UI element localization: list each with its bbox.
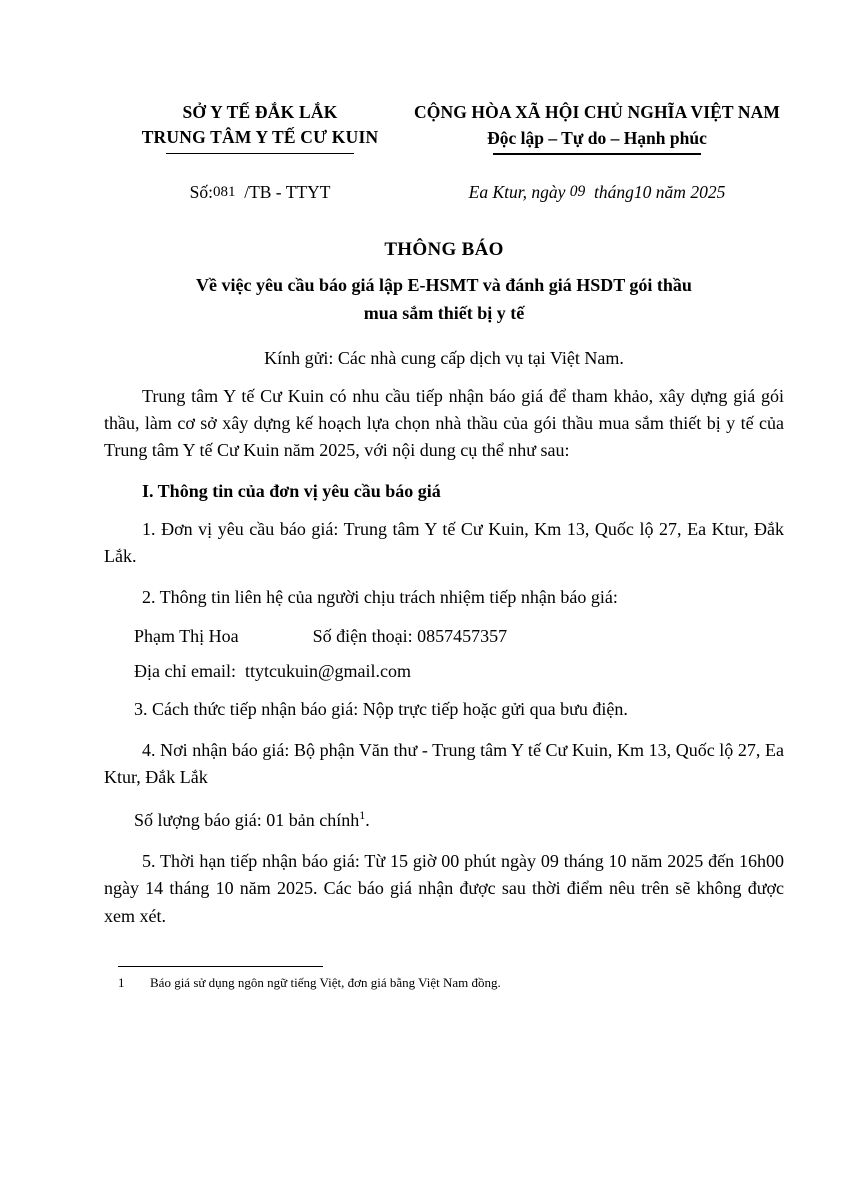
place-label: Ea Ktur, ngày xyxy=(468,181,566,202)
intro-paragraph: Trung tâm Y tế Cư Kuin có nhu cầu tiếp nhận báo giá để tham khảo, xây dựng giá gói thầu, làm cơ sở xây dựng kế hoạch lựa chọn nhà thầu của gói thầu mua sắm thiết bị y tế của Trung tâm Y tế Cư Kuin năm 2025, với nội dung cụ thể như sau: xyxy=(104,385,784,461)
place-and-date xyxy=(410,182,784,203)
item-3-paragraph: 3. Cách thức tiếp nhận báo giá: Nộp trực tiếp hoặc gửi qua bưu điện. xyxy=(134,698,628,719)
contact-name: Phạm Thị Hoa xyxy=(134,625,239,646)
footnote-text: Báo giá sử dụng ngôn ngữ tiếng Việt, đơn giá bằng Việt Nam đồng. xyxy=(150,975,501,991)
issuing-authority-block xyxy=(104,100,410,151)
document-number xyxy=(104,182,410,203)
footnote-entry xyxy=(104,975,784,991)
quantity-text: Số lượng báo giá: 01 bản chính xyxy=(134,809,360,830)
number-suffix: /TB - TTYT xyxy=(244,181,331,202)
country-name: CỘNG HÒA XÃ HỘI CHỦ NGHĨA VIỆT NAM xyxy=(414,102,780,122)
document-subtitle-line1: Về việc yêu cầu báo giá lập E-HSMT và đánh giá HSDT gói thầu xyxy=(196,274,692,295)
date-month: 10 xyxy=(633,181,652,202)
contact-person-row xyxy=(104,626,784,647)
contact-phone: Số điện thoại: 0857457357 xyxy=(312,625,508,646)
section-1-heading: I. Thông tin của đơn vị yêu cầu báo giá xyxy=(142,480,441,501)
national-motto: Độc lập – Tự do – Hạnh phúc xyxy=(487,125,707,151)
department-name: SỞ Y TẾ ĐẮK LẮK xyxy=(182,102,338,122)
footnote-area xyxy=(104,966,784,991)
item-5-paragraph: 5. Thời hạn tiếp nhận báo giá: Từ 15 giờ 00 phút ngày 09 tháng 10 năm 2025 đến 16h00 ngày 14 tháng 10 năm 2025. Các báo giá nhận được sau thời điểm nêu trên sẽ không được xem xét. xyxy=(104,851,784,926)
email-value: ttytcukuin@gmail.com xyxy=(244,660,412,681)
contact-email-row xyxy=(104,661,784,682)
footnote-number: 1 xyxy=(118,975,125,991)
month-label: tháng xyxy=(594,181,634,202)
number-date-row xyxy=(104,182,784,203)
quantity-paragraph xyxy=(104,806,784,834)
center-name: TRUNG TÂM Y TẾ CƯ KUIN xyxy=(142,125,379,150)
date-day: 09 xyxy=(569,182,586,200)
number-value: 081 xyxy=(212,183,236,200)
date-year: 2025 xyxy=(690,181,726,202)
email-label: Địa chỉ email: xyxy=(134,660,236,681)
document-title: THÔNG BÁO xyxy=(384,238,504,260)
item-4-paragraph: 4. Nơi nhận báo giá: Bộ phận Văn thư - Trung tâm Y tế Cư Kuin, Km 13, Quốc lộ 27, Ea Ktur, Đắk Lắk xyxy=(104,740,784,788)
document-header xyxy=(104,100,784,152)
item-1-paragraph: 1. Đơn vị yêu cầu báo giá: Trung tâm Y tế Cư Kuin, Km 13, Quốc lộ 27, Ea Ktur, Đắk Lắk. xyxy=(104,518,784,566)
document-content xyxy=(104,100,784,991)
quantity-period: . xyxy=(365,809,370,830)
document-subtitle-line2: mua sắm thiết bị y tế xyxy=(363,302,525,323)
recipient-line: Kính gửi: Các nhà cung cấp dịch vụ tại Việt Nam. xyxy=(264,347,624,368)
item-2-paragraph: 2. Thông tin liên hệ của người chịu trách nhiệm tiếp nhận báo giá: xyxy=(142,587,618,608)
national-heading-block xyxy=(410,100,784,152)
footnote-marker: 1 xyxy=(359,807,366,822)
footnote-divider xyxy=(118,966,323,967)
year-label: năm xyxy=(655,181,686,202)
number-prefix: Số: xyxy=(189,181,213,202)
